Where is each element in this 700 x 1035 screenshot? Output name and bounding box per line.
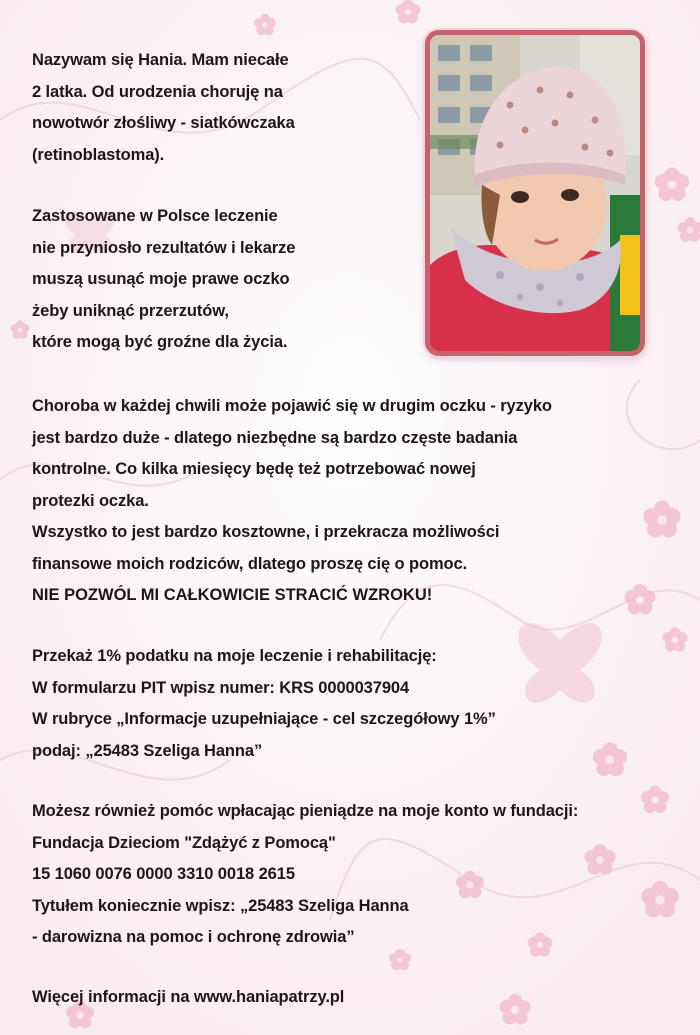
treatment-line: które mogą być groźne dla życia. <box>32 333 288 351</box>
treatment-paragraph <box>32 201 295 359</box>
more-info-text <box>32 982 344 1014</box>
appeal-text: NIE POZWÓL MI CAŁKOWICIE STRACIĆ WZROKU! <box>32 586 433 604</box>
tax-line: podaj: „25483 Szeliga Hanna” <box>32 741 263 760</box>
donation-line: - darowizna na pomoc i ochronę zdrowia” <box>32 928 355 946</box>
risk-line: jest bardzo duże - dlatego niezbędne są bardzo częste badania <box>32 428 518 447</box>
intro-paragraph <box>32 45 295 171</box>
child-photo-icon <box>430 35 640 351</box>
risk-line: finansowe moich rodziców, dlatego proszę cię o pomoc. <box>32 554 468 573</box>
donation-line: Tytułem koniecznie wpisz: „25483 Szeliga Hanna <box>32 896 409 915</box>
tax-line: W rubryce „Informacje uzupełniające - cel szczegółowy 1%” <box>32 710 496 728</box>
treatment-line: muszą usunąć moje prawe oczko <box>32 270 290 288</box>
intro-line: (retinoblastoma). <box>32 145 165 164</box>
more-info-line: Więcej informacji na www.haniapatrzy.pl <box>32 988 345 1006</box>
risk-paragraph <box>32 391 552 612</box>
risk-line: protezki oczka. <box>32 491 149 510</box>
tax-paragraph <box>32 641 496 767</box>
child-photo <box>425 30 645 356</box>
intro-line: 2 latka. Od urodzenia choruję na <box>32 82 283 101</box>
donation-paragraph <box>32 796 578 954</box>
treatment-line: Zastosowane w Polsce leczenie <box>32 207 278 225</box>
donation-line: Możesz również pomóc wpłacając pieniądze na moje konto w fundacji: <box>32 802 579 820</box>
bank-account-number: 15 1060 0076 0000 3310 0018 2615 <box>32 865 295 883</box>
risk-line: kontrolne. Co kilka miesięcy będę też potrzebować nowej <box>32 460 476 478</box>
risk-line: Wszystko to jest bardzo kosztowne, i przekracza możliwości <box>32 523 500 541</box>
intro-line: nowotwór złośliwy - siatkówczaka <box>32 114 295 132</box>
tax-line: Przekaż 1% podatku na moje leczenie i rehabilitację: <box>32 647 437 665</box>
treatment-line: nie przyniosło rezultatów i lekarze <box>32 238 296 257</box>
foundation-name: Fundacja Dzieciom "Zdążyć z Pomocą" <box>32 833 336 852</box>
risk-line: Choroba w każdej chwili może pojawić się w drugim oczku - ryzyko <box>32 397 552 415</box>
intro-line: Nazywam się Hania. Mam niecałe <box>32 51 289 69</box>
treatment-line: żeby uniknąć przerzutów, <box>32 301 229 320</box>
tax-line: W formularzu PIT wpisz numer: KRS 0000037904 <box>32 678 410 697</box>
